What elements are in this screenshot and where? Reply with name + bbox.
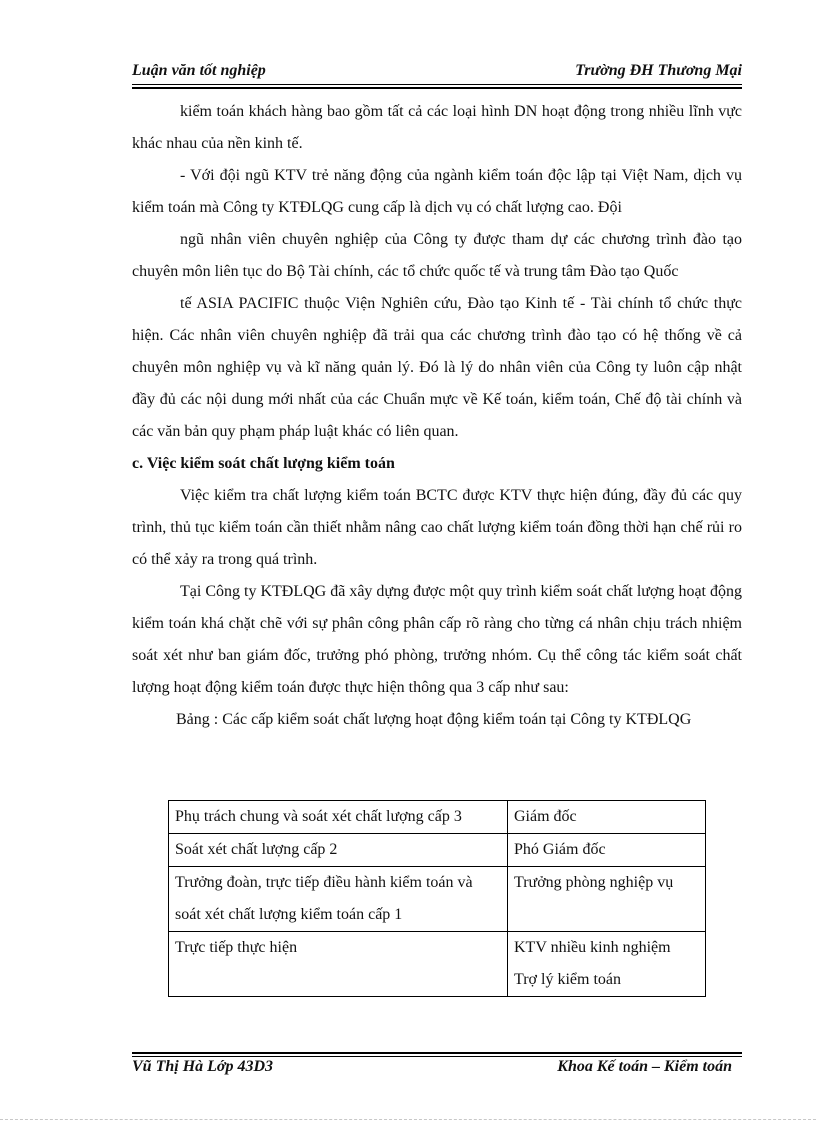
footer-rule <box>132 1056 742 1057</box>
table-cell-role: Trưởng phòng nghiệp vụ <box>508 867 706 932</box>
footer-author: Vũ Thị Hà Lớp 43D3 <box>132 1058 274 1075</box>
paragraph-clients: kiểm toán khách hàng bao gồm tất cả các loại hình DN hoạt động trong nhiều lĩnh vực khác nhau của nền kinh tế. <box>132 103 742 152</box>
table-cell-role-line: Trợ lý kiểm toán <box>514 971 621 988</box>
footer-rule-thick <box>132 1052 742 1054</box>
page-footer <box>132 1058 742 1080</box>
paragraph-quality-process: Tại Công ty KTĐLQG đã xây dựng được một quy trình kiểm soát chất lượng hoạt động kiểm toán khá chặt chẽ với sự phân công phân cấp rõ ràng cho từng cá nhân chịu trách nhiệm soát xét như ban giám đốc, trưởng phó phòng, trưởng nhóm. Cụ thể công tác kiểm soát chất lượng hoạt động kiểm toán được thực hiện thông qua 3 cấp như sau: <box>132 583 742 696</box>
header-rule <box>132 84 742 85</box>
table-row <box>169 867 706 932</box>
table-cell-role: Giám đốc <box>508 801 706 834</box>
control-levels-table <box>168 800 706 997</box>
table-cell-role <box>508 932 706 997</box>
header-university-name: Trường ĐH Thương Mại <box>575 62 742 79</box>
table-row <box>169 834 706 867</box>
table-cell-task: Trực tiếp thực hiện <box>169 932 508 997</box>
table-cell-role-line: KTV nhiều kinh nghiệm <box>514 939 671 956</box>
footer-faculty: Khoa Kế toán – Kiểm toán <box>557 1058 732 1075</box>
paragraph-quality-check: Việc kiểm tra chất lượng kiểm toán BCTC được KTV thực hiện đúng, đầy đủ các quy trình, thủ tục kiểm toán cần thiết nhằm nâng cao chất lượng kiểm toán đồng thời hạn chế rủi ro có thể xảy ra trong quá trình. <box>132 487 742 568</box>
page-bottom-dashed-line <box>0 1119 816 1120</box>
paragraph-staff-quality: - Với đội ngũ KTV trẻ năng động của ngành kiểm toán độc lập tại Việt Nam, dịch vụ kiểm toán mà Công ty KTĐLQG cung cấp là dịch vụ có chất lượng cao. Đội <box>132 167 742 216</box>
page-body <box>132 96 742 736</box>
header-rule-thick <box>132 87 742 89</box>
page-header <box>132 62 742 82</box>
header-thesis-label: Luận văn tốt nghiệp <box>132 62 266 79</box>
table-cell-task: Phụ trách chung và soát xét chất lượng cấp 3 <box>169 801 508 834</box>
table-cell-role: Phó Giám đốc <box>508 834 706 867</box>
table-row <box>169 932 706 997</box>
table-caption: Bảng : Các cấp kiểm soát chất lượng hoạt động kiểm toán tại Công ty KTĐLQG <box>176 711 692 728</box>
paragraph-asia-pacific: tế ASIA PACIFIC thuộc Viện Nghiên cứu, Đào tạo Kinh tế - Tài chính tổ chức thực hiện. Các nhân viên chuyên nghiệp đã trải qua các chương trình đào tạo có hệ thống về cả chuyên môn nghiệp vụ và kĩ năng quản lý. Đó là lý do nhân viên của Công ty luôn cập nhật đầy đủ các nội dung mới nhất của các Chuẩn mực về Kế toán, kiểm toán, Chế độ tài chính và các văn bản quy phạm pháp luật khác có liên quan. <box>132 295 742 440</box>
section-title: c. Việc kiểm soát chất lượng kiểm toán <box>132 455 395 472</box>
table-cell-task: Soát xét chất lượng cấp 2 <box>169 834 508 867</box>
table-row <box>169 801 706 834</box>
table-cell-task: Trưởng đoàn, trực tiếp điều hành kiểm toán và soát xét chất lượng kiểm toán cấp 1 <box>169 867 508 932</box>
paragraph-training: ngũ nhân viên chuyên nghiệp của Công ty được tham dự các chương trình đào tạo chuyên môn liên tục do Bộ Tài chính, các tổ chức quốc tế và trung tâm Đào tạo Quốc <box>132 231 742 280</box>
